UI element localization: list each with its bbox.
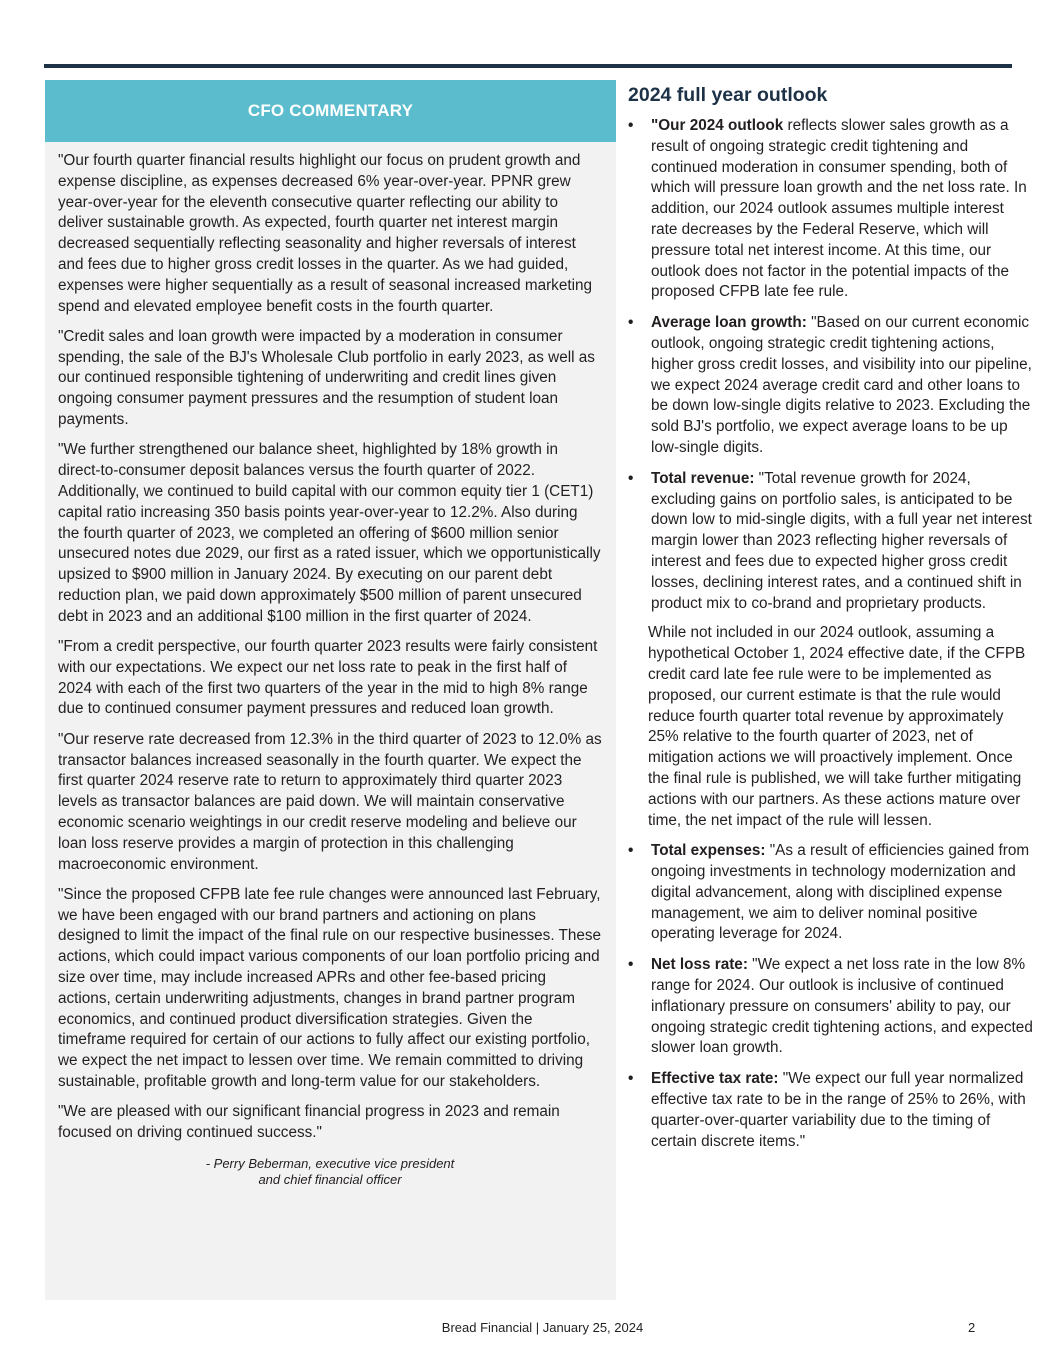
outlook-item-average-loan-growth [628, 313, 1033, 459]
outlook-item-total-revenue [628, 469, 1033, 615]
bullet-icon: • [628, 842, 634, 860]
cfpb-late-fee-note: While not included in our 2024 outlook, assuming a hypothetical October 1, 2024 effective date, if the CFPB credit card late fee rule were to be implemented as proposed, our current estimate is that the rule would reduce fourth quarter total revenue by approximately 25% relative to the fourth quarter of 2023, net of mitigation actions we will proactively implement. Once the final rule is published, we will take further mitigating actions with our partners. As these actions mature over time, the net impact of the rule will lessen. [648, 624, 1026, 829]
outlook-item-overview [628, 116, 1033, 303]
top-divider [44, 64, 1012, 68]
outlook-item-text: "Based on our current economic outlook, ongoing strategic credit tightening actions, higher gross credit losses, and visibility into our pipeline, we expect 2024 average credit card and other loans to be down low-single digits relative to 2023. Excluding the sold BJ's portfolio, we expect average loans to be up low-single digits. [651, 314, 1032, 456]
outlook-bullet-list-continued [628, 841, 1033, 1152]
bullet-icon: • [628, 956, 634, 974]
bullet-icon: • [628, 469, 634, 487]
outlook-item-label: Total revenue: [651, 469, 755, 487]
bullet-icon: • [628, 117, 634, 134]
cfo-paragraph: "Since the proposed CFPB late fee rule changes were announced last February, we have been engaged with our brand partners and actioning on plans designed to limit the impact of the final rule on our respective businesses. These actions, which could impact various components of our loan portfolio pricing and size over time, may include increased APRs and other fee-based pricing actions, certain underwriting adjustments, changes in brand partner program economics, and continued product diversification strategies. Given the timeframe required for certain of our actions to fully affect our existing portfolio, we expect the net impact to lessen over time. We remain committed to driving sustainable, profitable growth and long-term value for our stakeholders. [58, 885, 602, 1090]
cfo-signature [58, 1156, 602, 1189]
outlook-item-text: reflects slower sales growth as a result of ongoing strategic credit tightening and continued moderation in consumer spending, both of which will pressure loan growth and the net loss rate. In addition, our 2024 outlook assumes multiple interest rate decreases by the Federal Reserve, which will pressure total net interest income. At this time, our outlook does not factor in the potential impacts of the proposed CFPB late fee rule. [651, 117, 1027, 301]
outlook-item-label: Net loss rate: [651, 956, 748, 974]
cfo-paragraph: "Credit sales and loan growth were impacted by a moderation in consumer spending, the sale of the BJ's Wholesale Club portfolio in early 2023, as well as our continued responsible tightening of underwriting and credit lines given ongoing consumer payment pressures and the resumption of student loan payments. [58, 327, 595, 429]
cfo-paragraph: "Our reserve rate decreased from 12.3% in the third quarter of 2023 to 12.0% as transactor balances increased seasonally in the fourth quarter. We expect the first quarter 2024 reserve rate to return to approximately third quarter 2023 levels as transactor balances are paid down. We will maintain conservative economic scenario weightings in our credit reserve modeling and believe our loan loss reserve provides a margin of protection in this challenging macroeconomic environment. [58, 730, 602, 873]
bullet-icon: • [628, 1070, 634, 1088]
signature-name-line: - Perry Beberman, executive vice president [205, 1155, 455, 1171]
cfo-paragraph: "We are pleased with our significant financial progress in 2023 and remain focused on driving continued success." [58, 1103, 560, 1142]
footer-text: Bread Financial | January 25, 2024 [441, 1320, 644, 1335]
outlook-item-label: Average loan growth: [651, 314, 807, 332]
outlook-title: 2024 full year outlook [628, 84, 828, 106]
outlook-item-label: "Our 2024 outlook [651, 117, 784, 134]
cfo-paragraph: "From a credit perspective, our fourth quarter 2023 results were fairly consistent with our expectations. We expect our net loss rate to peak in the first half of 2024 with each of the first two quarters of the year in the mid to high 8% range due to continued consumer payment pressures and reduced loan growth. [58, 638, 598, 718]
outlook-item-text: "Total revenue growth for 2024, excluding gains on portfolio sales, is anticipated to be down low to mid-single digits, with a full year net interest margin lower than 2023 reflecting higher reversals of interest and fees due to expected higher gross credit losses, declining interest rates, and a continued shift in product mix to co-brand and proprietary products. [651, 469, 1032, 612]
full-year-outlook [628, 83, 1033, 1162]
outlook-item-total-expenses [628, 841, 1033, 945]
outlook-item-net-loss-rate [628, 955, 1033, 1059]
cfo-paragraph: "We further strengthened our balance sheet, highlighted by 18% growth in direct-to-consumer deposit balances versus the fourth quarter of 2022. Additionally, we continued to build capital with our common equity tier 1 (CET1) capital ratio increasing 350 basis points year-over-year to 12.2%. Also during the fourth quarter of 2023, we completed an offering of $600 million senior unsecured notes due 2029, our first as a rated issuer, which we opportunistically upsized to $900 million in January 2024. By executing on our parent debt reduction plan, we paid down approximately $500 million of parent unsecured debt in 2023 and an additional $100 million in the first quarter of 2024. [58, 441, 601, 625]
outlook-item-text: "We expect our full year normalized effective tax rate to be in the range of 25% to 26%, with quarter-over-quarter variability due to the timing of certain discrete items." [651, 1070, 1026, 1150]
outlook-item-text: "We expect a net loss rate in the low 8% range for 2024. Our outlook is inclusive of continued inflationary pressure on consumers' ability to pay, our ongoing strategic credit tightening actions, and expected slower loan growth. [651, 956, 1033, 1057]
cfo-commentary-panel [45, 80, 616, 1300]
cfo-paragraph: "Our fourth quarter financial results highlight our focus on prudent growth and expense discipline, as expenses decreased 6% year-over-year. PPNR grew year-over-year for the eleventh consecutive quarter reflecting our ability to deliver sustainable growth. As expected, fourth quarter net interest margin decreased sequentially reflecting seasonality and higher reversals of interest and fees due to higher gross credit losses in the quarter. As we had guided, expenses were higher sequentially as a result of seasonal increased marketing spend and elevated employee benefit costs in the fourth quarter. [58, 152, 592, 315]
page-number: 2 [968, 1320, 976, 1335]
bullet-icon: • [628, 314, 634, 332]
cfo-commentary-body [45, 142, 616, 1189]
outlook-item-text: "As a result of efficiencies gained from ongoing investments in technology modernization and digital advancement, along with disciplined expense management, we aim to deliver nominal positive operating leverage for 2024. [651, 842, 1030, 943]
outlook-item-label: Effective tax rate: [651, 1070, 779, 1088]
cfo-commentary-header: CFO COMMENTARY [45, 80, 616, 142]
signature-title-line: and chief financial officer [258, 1172, 402, 1188]
outlook-bullet-list [628, 116, 1033, 614]
outlook-item-label: Total expenses: [651, 842, 766, 860]
outlook-item-effective-tax-rate [628, 1069, 1033, 1152]
